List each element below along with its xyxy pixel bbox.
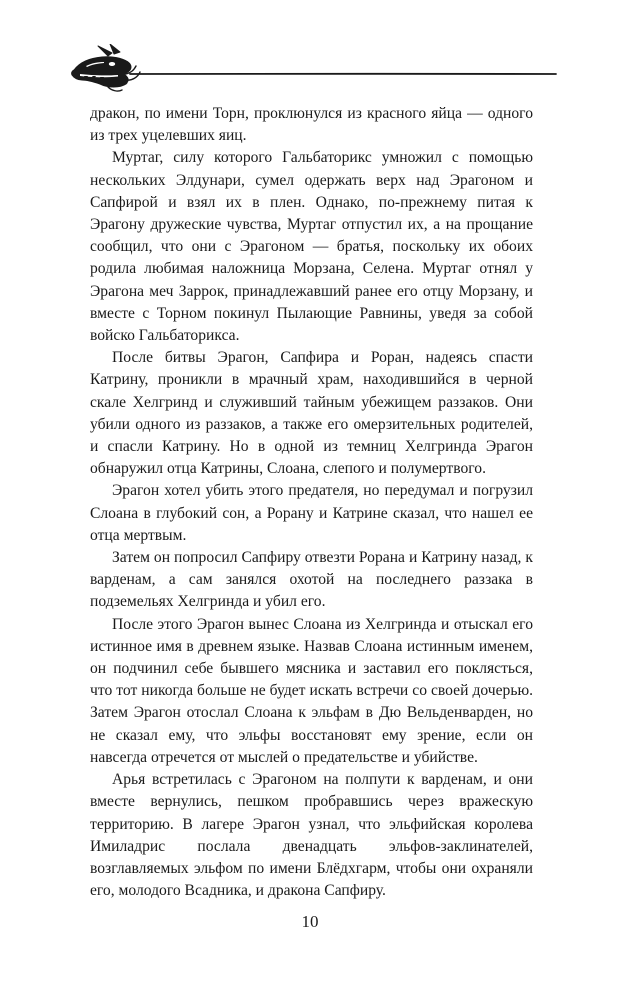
body-text xyxy=(90,103,533,902)
paragraph-2: Муртаг, силу которого Гальбаторикс умножил с помощью нескольких Элдунари, сумел одержать верх над Эрагоном и Сапфирой и взял их в плен. Однако, по-прежнему питая к Эрагону дружеские чувства, Муртаг отпустил их, а на прощание сообщил, что они с Эрагоном — братья, поскольку их обоих родила любимая наложница Морзана, Селена. Муртаг отнял у Эрагона меч Заррок, принадлежавший ранее его отцу Морзану, и вместе с Торном покинул Пылающие Равнины, уведя за собой войско Гальбаторикса. xyxy=(90,149,533,345)
paragraph-6: После этого Эрагон вынес Слоана из Хелгринда и отыскал его истинное имя в древнем языке. Назвав Слоана истинным именем, он подчинил себе бывшего мясника и заставил его поклясться, что тот никогда больше не будет искать встречи со своей дочерью. Затем Эрагон отослал Слоана к эльфам в Дю Вельденварден, но не сказал ему, что эльфы восстановят ему зрение, если он навсегда отречется от мыслей о предательстве и убийстве. xyxy=(90,615,533,766)
paragraph-3: После битвы Эрагон, Сапфира и Роран, надеясь спасти Катрину, проникли в мрачный храм, находившийся в черной скале Хелгринд и служивший тайным убежищем раззаков. Они убили одного из раззаков, а также его омерзительных родителей, и спасли Катрину. Но в одной из темниц Хелгринда Эрагон обнаружил отца Катрины, Слоана, слепого и полумертвого. xyxy=(90,349,533,478)
page-header xyxy=(68,44,558,96)
paragraph-1: дракон, по имени Торн, проклюнулся из красного яйца — одного из трех уцелевших яиц. xyxy=(90,105,533,145)
dragon-head-ornament-icon xyxy=(68,44,558,96)
paragraph-4: Эрагон хотел убить этого предателя, но передумал и погрузил Слоана в глубокий сон, а Рорану и Катрине сказал, что нашел ее отца мертвым. xyxy=(90,482,533,544)
page-number: 10 xyxy=(301,912,319,931)
paragraph-7: Арья встретилась с Эрагоном на полпути к варденам, и они вместе вернулись, пешком пробравшись через вражескую территорию. В лагере Эрагон узнал, что эльфийская королева Имиладрис послала двенадцать эльфов-заклинателей, возглавляемых эльфом по имени Блёдхгарм, чтобы они охраняли его, молодого Всадника, и дракона Сапфиру. xyxy=(90,771,533,900)
paragraph-5: Затем он попросил Сапфиру отвезти Рорана и Катрину назад, к варденам, а сам занялся охотой на последнего раззака в подземельях Хелгринда и убил его. xyxy=(90,549,533,611)
